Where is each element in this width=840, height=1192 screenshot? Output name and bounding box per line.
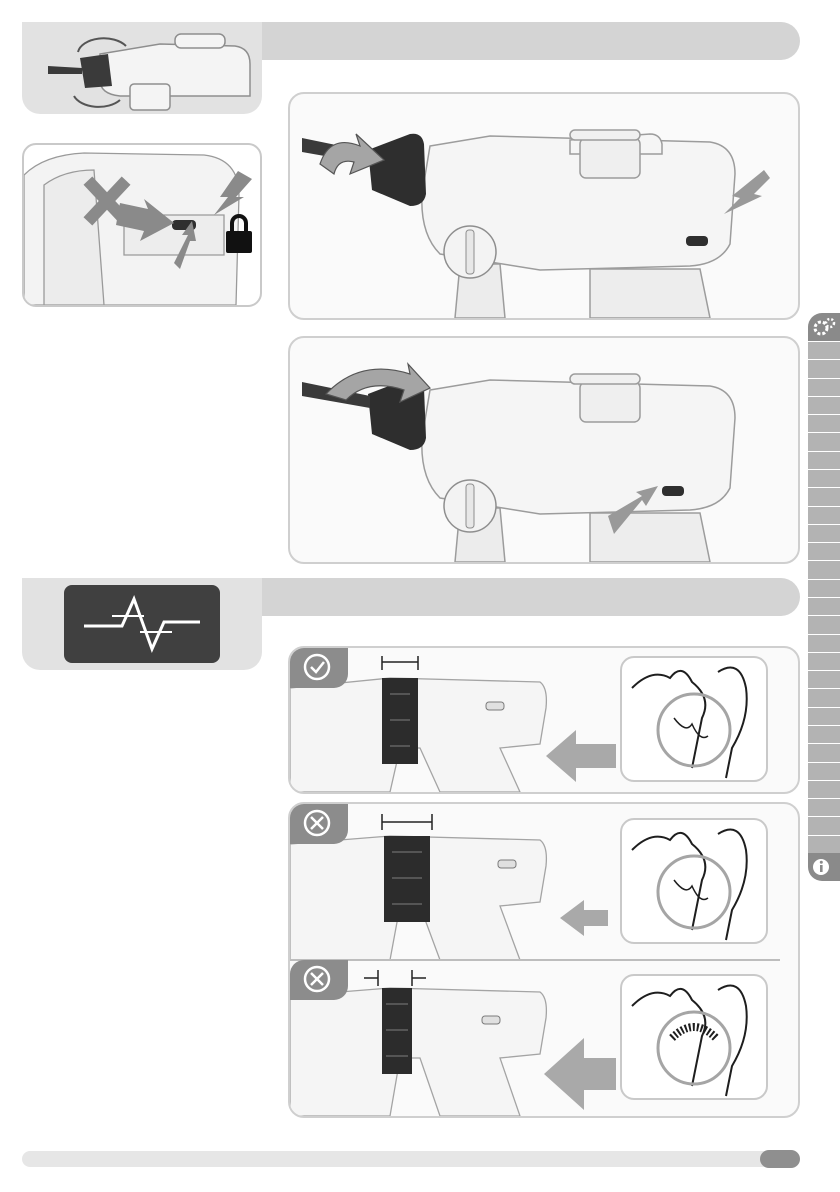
rail-segment[interactable] (808, 835, 840, 853)
rail-segment[interactable] (808, 469, 840, 487)
chapter-rail (808, 313, 840, 883)
rail-bottom-cap[interactable] (808, 853, 840, 881)
width-dimension-icon (364, 970, 426, 986)
rail-segment[interactable] (808, 688, 840, 706)
lock-button-shape (662, 486, 684, 496)
drill-body-outline (100, 34, 250, 110)
press-arrow-icon (544, 1038, 616, 1110)
footer-bar (22, 1151, 800, 1167)
chuck-shape (368, 134, 426, 206)
rail-segment[interactable] (808, 670, 840, 688)
lock-detail-card (22, 143, 262, 307)
rail-segment[interactable] (808, 652, 840, 670)
rail-segment[interactable] (808, 579, 840, 597)
info-icon (808, 853, 840, 881)
chuck-shape (80, 54, 112, 88)
wrong-badge-2 (290, 960, 348, 1000)
arm-strained-card (620, 974, 768, 1100)
rail-segment[interactable] (808, 396, 840, 414)
vibration-icon (64, 585, 220, 663)
rail-segment[interactable] (808, 798, 840, 816)
lock-detail-figure (24, 145, 260, 305)
arm-muscle-icon (622, 976, 766, 1098)
drill-thumbnail (30, 24, 258, 112)
vibration-tile (64, 585, 220, 663)
rail-segment[interactable] (808, 634, 840, 652)
drill-lock-panel (288, 336, 800, 564)
gears-icon (808, 313, 840, 341)
width-dimension-icon (382, 814, 432, 830)
rail-segment[interactable] (808, 743, 840, 761)
rail-segment[interactable] (808, 615, 840, 633)
rail-segment[interactable] (808, 451, 840, 469)
correct-badge (290, 648, 348, 688)
rail-segment[interactable] (808, 560, 840, 578)
rail-segment[interactable] (808, 816, 840, 834)
x-circle-icon (290, 960, 348, 1000)
lock-button-shape (686, 236, 708, 246)
arm-tense-card (620, 818, 768, 944)
x-circle-icon (290, 804, 348, 844)
rail-segment[interactable] (808, 762, 840, 780)
rail-segment[interactable] (808, 378, 840, 396)
rail-segment[interactable] (808, 432, 840, 450)
rail-segment[interactable] (808, 597, 840, 615)
press-arrow-icon (546, 730, 616, 782)
section2-title-bar (262, 578, 800, 616)
width-dimension-icon (382, 656, 418, 670)
arm-relaxed-card (620, 656, 768, 782)
page-number-pill (760, 1150, 800, 1168)
drill-bit-shape (48, 66, 82, 74)
rail-segment[interactable] (808, 487, 840, 505)
drill-unlock-figure (290, 94, 798, 318)
rail-top-cap[interactable] (808, 313, 840, 341)
rail-segment[interactable] (808, 542, 840, 560)
rail-segment[interactable] (808, 506, 840, 524)
section1-title-bar (262, 22, 800, 60)
rail-segment[interactable] (808, 359, 840, 377)
check-circle-icon (290, 648, 348, 688)
rail-segment[interactable] (808, 707, 840, 725)
arm-muscle-icon (622, 658, 766, 780)
rail-segment[interactable] (808, 524, 840, 542)
rail-segment[interactable] (808, 780, 840, 798)
drill-unlock-panel (288, 92, 800, 320)
rail-segment[interactable] (808, 725, 840, 743)
press-arrow-icon (560, 900, 608, 936)
arm-muscle-icon (622, 820, 766, 942)
rail-segment[interactable] (808, 341, 840, 359)
wrong-badge-1 (290, 804, 348, 844)
drill-lock-figure (290, 338, 798, 562)
rail-segment[interactable] (808, 414, 840, 432)
